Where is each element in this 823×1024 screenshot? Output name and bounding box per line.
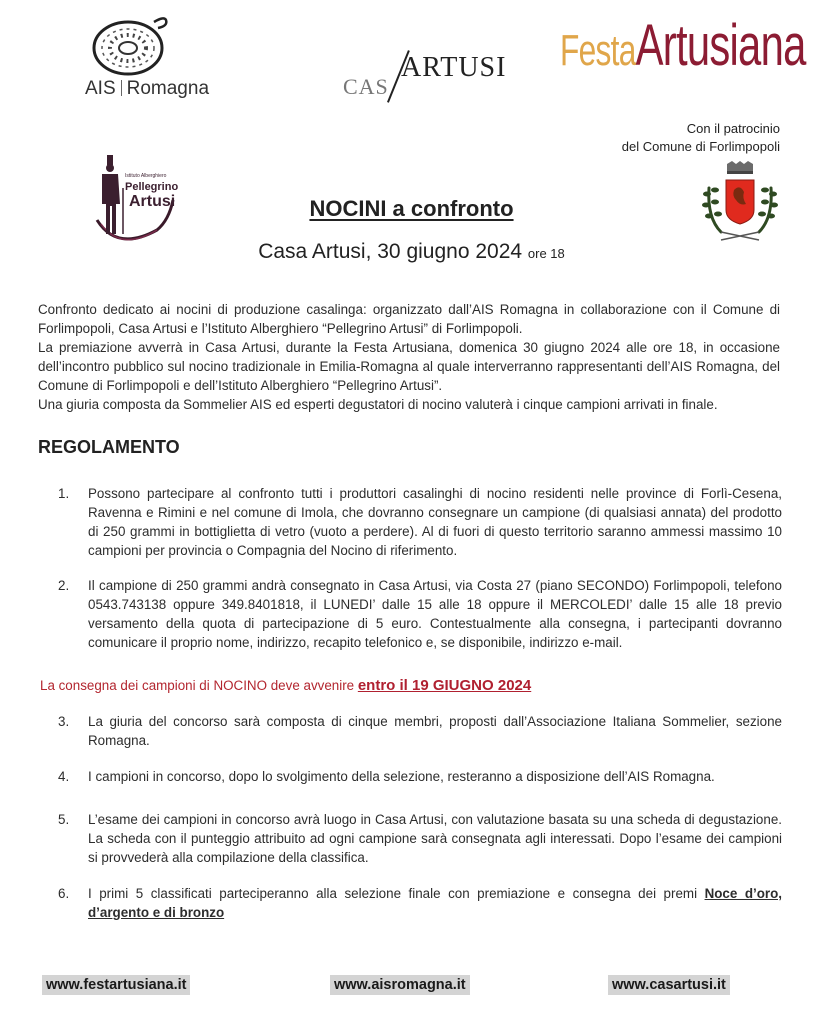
festa-logo-part1: Festa bbox=[560, 26, 636, 75]
regolamento-heading: REGOLAMENTO bbox=[38, 437, 180, 457]
pellegrino-logo-line3: Artusi bbox=[129, 193, 176, 210]
festa-logo-part2: Artusiana bbox=[635, 13, 806, 78]
rule-text: I primi 5 classificati parteciperanno alla selezione finale con premiazione e consegna dei premi bbox=[88, 886, 705, 901]
rule-number: 2. bbox=[58, 578, 70, 593]
patrocinio-line2: del Comune di Forlimpopoli bbox=[621, 139, 780, 154]
rule-number: 1. bbox=[58, 486, 70, 501]
page-title bbox=[0, 196, 823, 222]
rule-text: Il campione di 250 grammi andrà consegnato in Casa Artusi, via Costa 27 (piano SECONDO) Forlimpopoli, telefono 0543.743138 oppure 349.8401818, il LUNEDI’ dalle 15 alle 18 oppure il MERCOLEDI’ dalle 15 alle 18 previo versamento della quota di partecipazione di 5 euro. Contestualmente alla consegna, i partecipanti dovranno comunicare il proprio nome, indirizzo, recapito telefonico e, se disponibile, indirizzo e-mail. bbox=[88, 578, 782, 650]
prize-names: Noce d’oro, d’argento e di bronzo bbox=[88, 886, 783, 920]
intro-section bbox=[38, 300, 780, 414]
rule-item bbox=[58, 576, 782, 652]
rule-item bbox=[58, 884, 782, 922]
footer-link-aisromagna[interactable]: www.aisromagna.it bbox=[330, 975, 470, 995]
page-title-text: NOCINI a confronto bbox=[309, 196, 514, 221]
footer-link-festartusiana[interactable]: www.festartusiana.it bbox=[42, 975, 190, 995]
rule-item bbox=[58, 810, 782, 867]
rule-number: 6. bbox=[58, 886, 70, 901]
ais-brand: AIS bbox=[85, 78, 116, 99]
ais-region: Romagna bbox=[126, 78, 210, 99]
rule-text: La giuria del concorso sarà composta di cinque membri, proposti dall’Associazione Italiana Sommelier, sezione Romagna. bbox=[88, 714, 782, 748]
deadline-notice bbox=[40, 677, 531, 694]
casa-artusi-logo-main: ARTUSI bbox=[401, 52, 507, 83]
deadline-date: entro il 19 GIUGNO 2024 bbox=[357, 677, 532, 694]
pellegrino-logo-line2: Pellegrino bbox=[125, 181, 179, 193]
intro-paragraph: Confronto dedicato ai nocini di produzione casalinga: organizzato dall’AIS Romagna in collaborazione con il Comune di Forlimpopoli, Casa Artusi e l’Istituto Alberghiero “Pellegrino Artusi” di Forlimpopoli. bbox=[38, 302, 780, 336]
event-time: ore 18 bbox=[527, 246, 565, 261]
casa-artusi-logo bbox=[343, 40, 507, 102]
ais-romagna-logo bbox=[80, 12, 240, 102]
intro-paragraph: La premiazione avverrà in Casa Artusi, durante la Festa Artusiana, domenica 30 giugno 2024 alle ore 18, in occasione dell’incontro pubblico sul nocino tradizionale in Emilia-Romagna al quale interverranno rappresentanti dell’AIS Romagna, del Comune di Forlimpopoli e dell’Istituto Alberghiero “Pellegrino Artusi”. bbox=[38, 340, 780, 393]
rule-text: Possono partecipare al confronto tutti i produttori casalinghi di nocino residenti nelle province di Forlì-Cesena, Ravenna e Rimini e nel comune di Imola, che dovranno consegnare un campione (di qualsiasi annata) del prodotto di 250 grammi in bottiglietta di vetro (vuoto a perdere). Al di fuori di questo territorio saranno ammessi massimo 10 campioni per provincia o Compagnia del Nocino di riferimento. bbox=[88, 486, 782, 558]
festa-artusiana-logo bbox=[560, 12, 806, 82]
rule-text: I campioni in concorso, dopo lo svolgimento della selezione, resteranno a disposizione dell’AIS Romagna. bbox=[88, 769, 715, 784]
footer-link-casartusi[interactable]: www.casartusi.it bbox=[608, 975, 730, 995]
event-place-date: Casa Artusi, 30 giugno 2024 bbox=[258, 240, 523, 263]
rule-item bbox=[58, 767, 782, 786]
event-subtitle bbox=[0, 240, 823, 264]
rule-item bbox=[58, 712, 782, 750]
rule-number: 5. bbox=[58, 812, 70, 827]
casa-artusi-logo-prefix: CAS bbox=[343, 74, 389, 99]
rule-item bbox=[58, 484, 782, 560]
ais-glass-icon bbox=[88, 12, 188, 78]
deadline-text: La consegna dei campioni di NOCINO deve avvenire bbox=[40, 678, 358, 693]
patrocinio-text bbox=[560, 120, 780, 156]
rule-number: 3. bbox=[58, 714, 70, 729]
intro-paragraph: Una giuria composta da Sommelier AIS ed esperti degustatori di nocino valuterà i cinque campioni arrivati in finale. bbox=[38, 397, 718, 412]
rule-number: 4. bbox=[58, 769, 70, 784]
rule-text: L’esame dei campioni in concorso avrà luogo in Casa Artusi, con valutazione basata su una scheda di degustazione. La scheda con il punteggio attribuito ad ogni campione sarà consegnata agli interessati. Dopo l’esame dei campioni si provvederà alla compilazione della classifica. bbox=[88, 812, 782, 865]
patrocinio-line1: Con il patrocinio bbox=[686, 121, 780, 136]
pellegrino-logo-line1: Istituto Alberghiero bbox=[125, 173, 167, 179]
